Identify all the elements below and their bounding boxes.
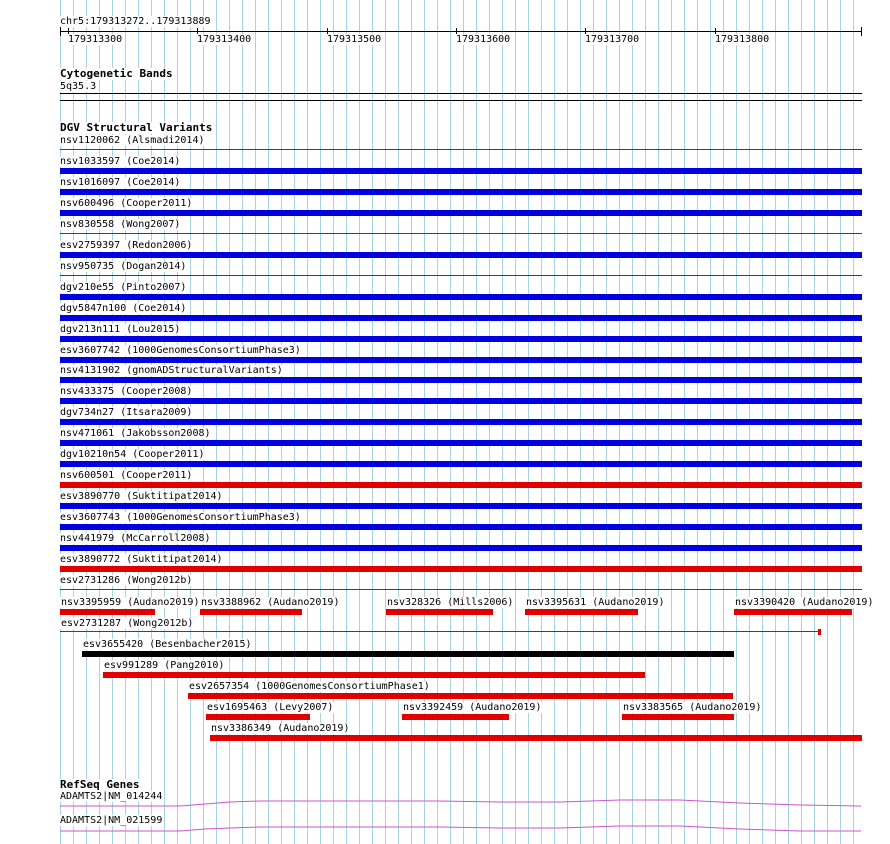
variant-label[interactable]: esv1695463 (Levy2007) [207, 702, 334, 713]
ruler-tick-label: 179313800 [715, 34, 770, 45]
variant-label[interactable]: esv3890772 (Suktitipat2014) [60, 554, 223, 565]
ruler-tick-label: 179313700 [585, 34, 640, 45]
variant-label[interactable]: nsv441979 (McCarroll2008) [60, 533, 211, 544]
ruler-tick-label: 179313500 [327, 34, 382, 45]
dgv-track-title: DGV Structural Variants [60, 121, 213, 134]
gene-label[interactable]: ADAMTS2|NM_014244 [60, 791, 163, 802]
variant-label[interactable]: nsv3388962 (Audano2019) [201, 597, 340, 608]
ruler-tick-label: 179313600 [456, 34, 511, 45]
variant-label[interactable]: esv3607743 (1000GenomesConsortiumPhase3) [60, 512, 301, 523]
variant-label[interactable]: esv3655420 (Besenbacher2015) [83, 639, 252, 650]
variant-label[interactable]: esv2731286 (Wong2012b) [60, 575, 193, 586]
cytobands-track-title: Cytogenetic Bands [60, 67, 173, 80]
variant-label[interactable]: nsv3383565 (Audano2019) [623, 702, 762, 713]
variant-label[interactable]: nsv328326 (Mills2006) [387, 597, 514, 608]
variant-label[interactable]: nsv3390420 (Audano2019) [735, 597, 874, 608]
variant-label[interactable]: nsv600501 (Cooper2011) [60, 470, 193, 481]
variant-label[interactable]: nsv950735 (Dogan2014) [60, 261, 187, 272]
variant-label[interactable]: dgv213n111 (Lou2015) [60, 324, 181, 335]
variant-label[interactable]: nsv1033597 (Coe2014) [60, 156, 181, 167]
variant-label[interactable]: dgv210e55 (Pinto2007) [60, 282, 187, 293]
variant-label[interactable]: nsv3395959 (Audano2019) [61, 597, 200, 608]
variant-label[interactable]: dgv5847n100 (Coe2014) [60, 303, 187, 314]
variant-label[interactable]: nsv1120062 (Alsmadi2014) [60, 135, 205, 146]
gene-label[interactable]: ADAMTS2|NM_021599 [60, 815, 163, 826]
variant-label[interactable]: nsv1016097 (Coe2014) [60, 177, 181, 188]
ruler-tick-label: 179313400 [197, 34, 252, 45]
variant-label[interactable]: nsv3395631 (Audano2019) [526, 597, 665, 608]
location-label: chr5:179313272..179313889 [60, 16, 211, 27]
variant-label[interactable]: esv3890770 (Suktitipat2014) [60, 491, 223, 502]
variant-label[interactable]: esv991289 (Pang2010) [104, 660, 225, 671]
variant-label[interactable]: esv2657354 (1000GenomesConsortiumPhase1) [189, 681, 430, 692]
variant-label[interactable]: nsv830558 (Wong2007) [60, 219, 181, 230]
variant-label[interactable]: dgv734n27 (Itsara2009) [60, 407, 193, 418]
gene-line-nm-021599 [60, 826, 861, 831]
variant-label[interactable]: nsv4131902 (gnomADStructuralVariants) [60, 365, 283, 376]
variant-label[interactable]: nsv471061 (Jakobsson2008) [60, 428, 211, 439]
gene-line-nm-014244 [60, 800, 861, 806]
variant-label[interactable]: esv2731287 (Wong2012b) [61, 618, 194, 629]
refseq-track-title: RefSeq Genes [60, 778, 140, 791]
variant-label[interactable]: nsv3386349 (Audano2019) [211, 723, 350, 734]
cytoband-label[interactable]: 5q35.3 [60, 81, 97, 92]
ruler-tick-label: 179313300 [68, 34, 123, 45]
variant-label[interactable]: dgv10210n54 (Cooper2011) [60, 449, 205, 460]
variant-label[interactable]: esv2759397 (Redon2006) [60, 240, 193, 251]
variant-label[interactable]: nsv3392459 (Audano2019) [403, 702, 542, 713]
variant-label[interactable]: esv3607742 (1000GenomesConsortiumPhase3) [60, 345, 301, 356]
variant-label[interactable]: nsv433375 (Cooper2008) [60, 386, 193, 397]
variant-label[interactable]: nsv600496 (Cooper2011) [60, 198, 193, 209]
